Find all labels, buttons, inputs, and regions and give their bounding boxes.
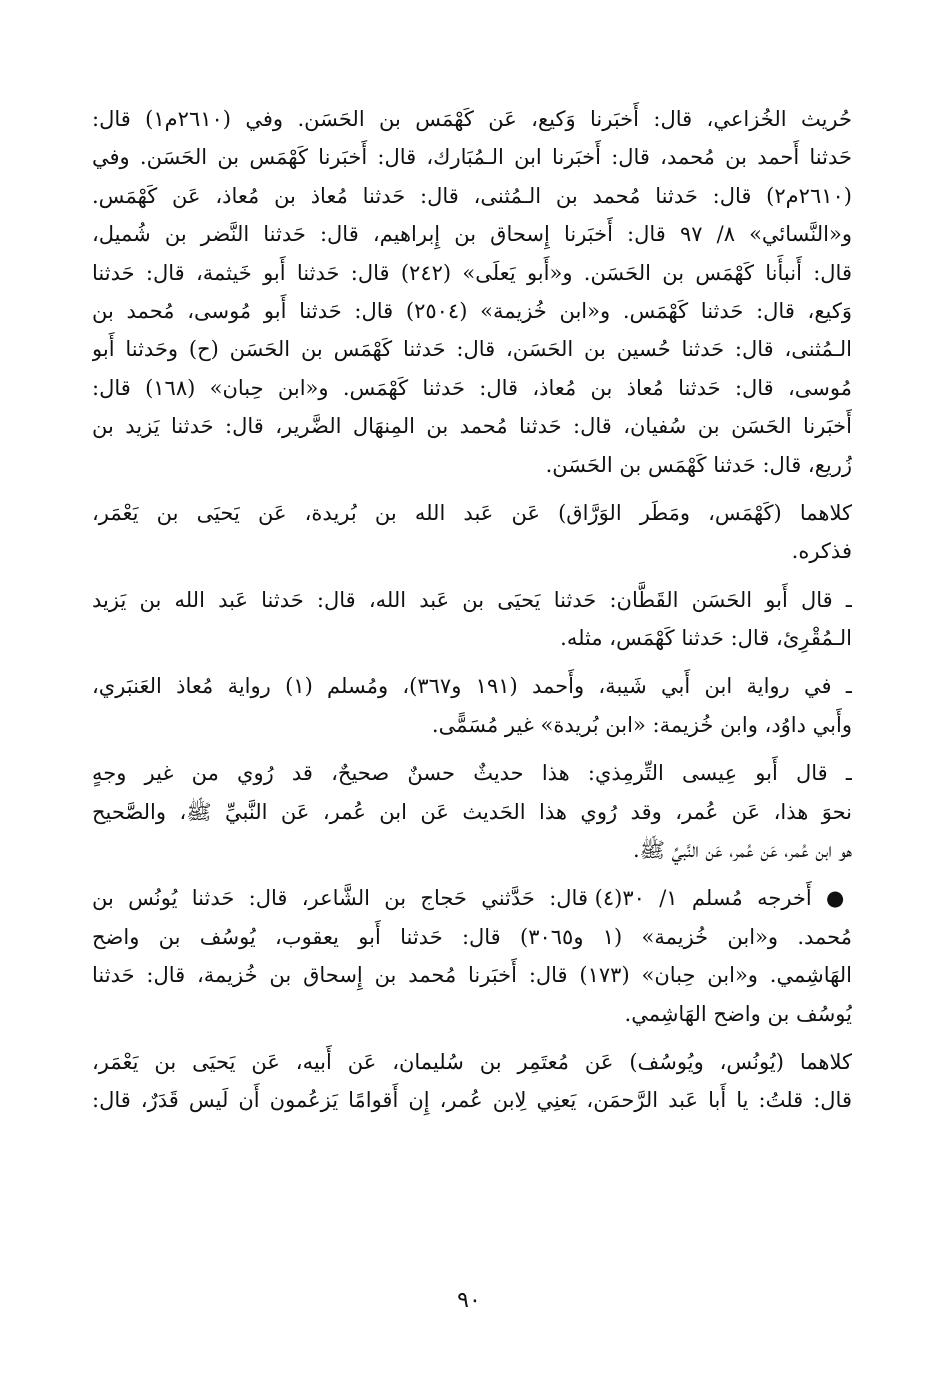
text-line: هو ابن عُمر، عَن عُمر، عَن النَّبيِّ ﷺ. [632,838,852,863]
text-line: فذكره. [791,539,852,564]
text-line: مُوسى، قال: حَدثنا مُعاذ بن مُعاذ، قال: حَدثنا كَهْمَس. و«ابن حِبان» (١٦٨) قال: [92,375,852,400]
text-line: و«النَّسائي» ٨/ ٩٧ قال: أَخبَرنا إِسحاق بن إِبراهيم، قال: حَدثنا النَّضر بن شُميل، [92,222,852,247]
text-line: قال: قلتُ: يا أَبا عَبد الرَّحمَن، يَعنِي لِابن عُمر، إِن أَقوامًا يَزعُمون أَن لَيس قَدَرٌ، قال: [92,1088,852,1113]
text-line: وَكيع، قال: حَدثنا كَهْمَس. و«ابن خُزيمة» (٢٥٠٤) قال: حَدثنا أَبو مُوسى، مُحمد بن [92,298,852,323]
text-line: الـمُثنى، قال: حَدثنا حُسين بن الحَسَن، قال: حَدثنا كَهْمَس بن الحَسَن (ح) وحَدثنا أَبو [92,337,852,362]
text-line: أَخبَرنا الحَسَن بن سُفيان، قال: حَدثنا مُحمد بن المِنهَال الضَّرير، قال: حَدثنا يَزيد بن [92,414,852,439]
page-number: ٩٠ [457,1288,481,1313]
text-line: ـ قال أَبو الحَسَن القَطَّان: حَدثنا يَحيَى بن عَبد الله، قال: حَدثنا عَبد الله بن يَزيد [92,587,852,612]
paragraph-takhrij-continued [92,100,852,484]
paragraph-both-narrators [92,494,852,571]
paragraph-gap [92,657,852,667]
text-line: حُريث الخُزاعي، قال: أَخبَرنا وَكيع، عَن كَهْمَس بن الحَسَن. وفي (٢٦١٠م١) قال: [92,107,852,131]
text-line: ● أَخرجه مُسلم ١/ ٣٠(٤) قال: حَدَّثني حَجاج بن الشَّاعر، قال: حَدثنا يُونُس بن [92,886,852,911]
text-line: مُحمد. و«ابن خُزيمة» (١ و٣٠٦٥) قال: حَدثنا أَبو يعقوب، يُوسُف بن واضح [92,924,852,949]
paragraph-qattan-note [92,581,852,658]
paragraph-gap [92,1033,852,1043]
paragraph-gap [92,744,852,754]
text-line: الـمُقْرِئ، قال: حَدثنا كَهْمَس، مثله. [560,626,852,651]
text-line: نحوَ هذا، عَن عُمر، وقد رُوي هذا الحَديث عَن ابن عُمر، عَن النَّبيِّ ﷺ، والصَّحيح [92,799,852,824]
page-body [92,100,852,1310]
paragraph-riwaya-note [92,667,852,744]
text-line: قال: أَنبأَنا كَهْمَس بن الحَسَن. و«أَبو يَعلَى» (٢٤٢) قال: حَدثنا أَبو خَيثمة، قال: حَدثنا [92,260,852,285]
text-line: يُوسُف بن واضح الهَاشِمي. [624,1001,852,1026]
text-line: وأَبي داوُد، وابن خُزيمة: «ابن بُريدة» غير مُسَمًّى. [431,712,852,737]
text-line: الهَاشِمي. و«ابن حِبان» (١٧٣) قال: أَخبَرنا مُحمد بن إِسحاق بن خُزيمة، قال: حَدثنا [92,963,852,988]
text-line: ـ في رواية ابن أَبي شَيبة، وأَحمد (١٩١ و٣٦٧)، ومُسلم (١) رواية مُعاذ العَنبَري، [92,674,852,699]
text-line: (٢٦١٠م٢) قال: حَدثنا مُحمد بن الـمُثنى، قال: حَدثنا مُعاذ بن مُعاذ، عَن كَهْمَس. [92,183,852,208]
paragraph-gap [92,869,852,879]
paragraph-gap [92,484,852,494]
paragraph-yunus-yusuf [92,1043,852,1120]
text-line: كلاهما (كَهْمَس، ومَطَر الوَرَّاق) عَن عَبد الله بن بُريدة، عَن يَحيَى بن يَعْمَر، [92,500,852,525]
paragraph-gap [92,571,852,581]
text-line: حَدثنا أَحمد بن مُحمد، قال: أَخبَرنا ابن الـمُبَارك، قال: أَخبَرنا كَهْمَس بن الحَسَن. وفي [92,145,852,170]
text-line: زُريع، قال: حَدثنا كَهْمَس بن الحَسَن. [545,452,852,477]
text-line: كلاهما (يُونُس، ويُوسُف) عَن مُعتَمِر بن سُليمان، عَن أَبيه، عَن يَحيَى بن يَعْمَر، [92,1049,852,1074]
text-line: ـ قال أَبو عِيسى التِّرمِذي: هذا حديثٌ حسنٌ صحيحٌ، قد رُوي من غير وجهٍ [92,761,852,786]
paragraph-muslim-takhrij [92,879,852,1033]
paragraph-tirmidhi-note [92,754,852,869]
